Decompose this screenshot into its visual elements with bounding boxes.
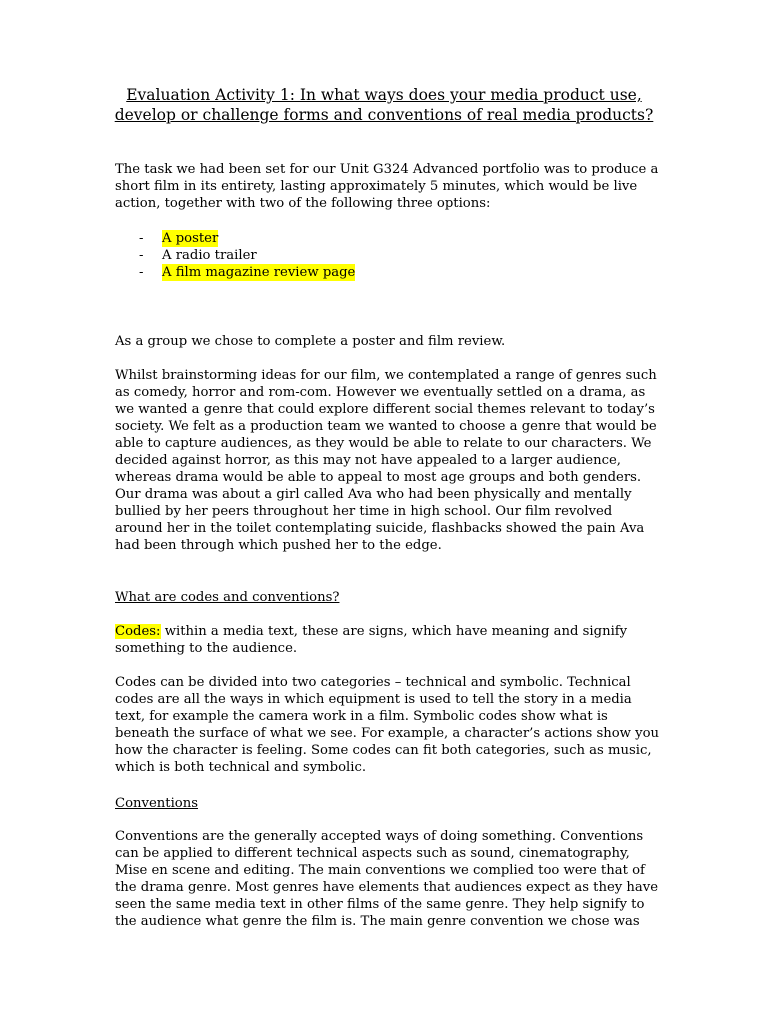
conventions-line: the audience what genre the film is. The main genre convention we chose was bbox=[115, 914, 640, 929]
brainstorm-line: had been through which pushed her to the edge. bbox=[115, 538, 442, 553]
conventions-line: can be applied to different technical aspects such as sound, cinematography, bbox=[115, 846, 630, 861]
choice-paragraph bbox=[115, 333, 660, 350]
intro-line: short film in its entirety, lasting approximately 5 minutes, which would be live bbox=[115, 179, 638, 194]
brainstorm-line: decided against horror, as this may not have appealed to a larger audience, bbox=[115, 453, 621, 468]
brainstorm-line: as comedy, horror and rom-com. However we eventually settled on a drama, as bbox=[115, 385, 646, 400]
codes-detail-line: how the character is feeling. Some codes can fit both categories, such as music, bbox=[115, 743, 652, 758]
codes-detail-paragraph bbox=[115, 674, 660, 776]
list-item-label: A film magazine review page bbox=[162, 265, 356, 280]
codes-definition-line bbox=[115, 623, 660, 640]
codes-detail-line: text, for example the camera work in a film. Symbolic codes show what is bbox=[115, 709, 608, 724]
brainstorm-line: Whilst brainstorming ideas for our film, we contemplated a range of genres such bbox=[115, 368, 657, 383]
brainstorm-line: bullied by her peers throughout her time in high school. Our film revolved bbox=[115, 504, 613, 519]
brainstorm-paragraph bbox=[115, 367, 660, 554]
brainstorm-line: whereas drama would be able to appeal to most age groups and both genders. bbox=[115, 470, 642, 485]
codes-detail-line: codes are all the ways in which equipment is used to tell the story in a media bbox=[115, 692, 632, 707]
codes-definition-line: something to the audience. bbox=[115, 641, 298, 656]
intro-line: action, together with two of the following three options: bbox=[115, 196, 491, 211]
intro-line: The task we had been set for our Unit G324 Advanced portfolio was to produce a bbox=[115, 162, 659, 177]
list-item-label: A poster bbox=[162, 231, 219, 246]
intro-paragraph bbox=[115, 161, 660, 212]
codes-detail-line: Codes can be divided into two categories – technical and symbolic. Technical bbox=[115, 675, 631, 690]
brainstorm-line: around her in the toilet contemplating suicide, flashbacks showed the pain Ava bbox=[115, 521, 645, 536]
conventions-line: the drama genre. Most genres have elements that audiences expect as they have bbox=[115, 880, 659, 895]
brainstorm-line: able to capture audiences, as they would be able to relate to our characters. We bbox=[115, 436, 652, 451]
codes-heading-block bbox=[115, 589, 660, 606]
codes-detail-line: beneath the surface of what we see. For example, a character’s actions show you bbox=[115, 726, 660, 741]
conventions-line: Mise en scene and editing. The main conventions we complied too were that of bbox=[115, 863, 645, 878]
list-dash: - bbox=[139, 248, 144, 263]
document-title bbox=[100, 85, 668, 125]
list-item bbox=[115, 247, 660, 264]
list-item bbox=[115, 264, 660, 281]
conventions-line: Conventions are the generally accepted ways of doing something. Conventions bbox=[115, 829, 644, 844]
list-item bbox=[115, 230, 660, 247]
codes-definition-text: within a media text, these are signs, which have meaning and signify bbox=[160, 624, 628, 639]
codes-definition bbox=[115, 623, 660, 657]
conventions-paragraph bbox=[115, 828, 660, 930]
title-line-1: Evaluation Activity 1: In what ways does your media product use, bbox=[126, 86, 642, 104]
conventions-line: seen the same media text in other films of the same genre. They help signify to bbox=[115, 897, 645, 912]
list-dash: - bbox=[139, 265, 144, 280]
codes-label: Codes: bbox=[115, 624, 161, 639]
list-dash: - bbox=[139, 231, 144, 246]
choice-line: As a group we chose to complete a poster and film review. bbox=[115, 334, 506, 349]
title-line-2: develop or challenge forms and conventions of real media products? bbox=[114, 106, 654, 124]
codes-heading: What are codes and conventions? bbox=[115, 590, 340, 605]
brainstorm-line: society. We felt as a production team we wanted to choose a genre that would be bbox=[115, 419, 657, 434]
brainstorm-line: Our drama was about a girl called Ava who had been physically and mentally bbox=[115, 487, 632, 502]
conventions-heading: Conventions bbox=[115, 796, 198, 811]
options-list bbox=[115, 230, 660, 281]
brainstorm-line: we wanted a genre that could explore different social themes relevant to today’s bbox=[115, 402, 655, 417]
codes-detail-line: which is both technical and symbolic. bbox=[115, 760, 367, 775]
conventions-heading-block bbox=[115, 795, 660, 812]
list-item-label: A radio trailer bbox=[162, 248, 257, 263]
